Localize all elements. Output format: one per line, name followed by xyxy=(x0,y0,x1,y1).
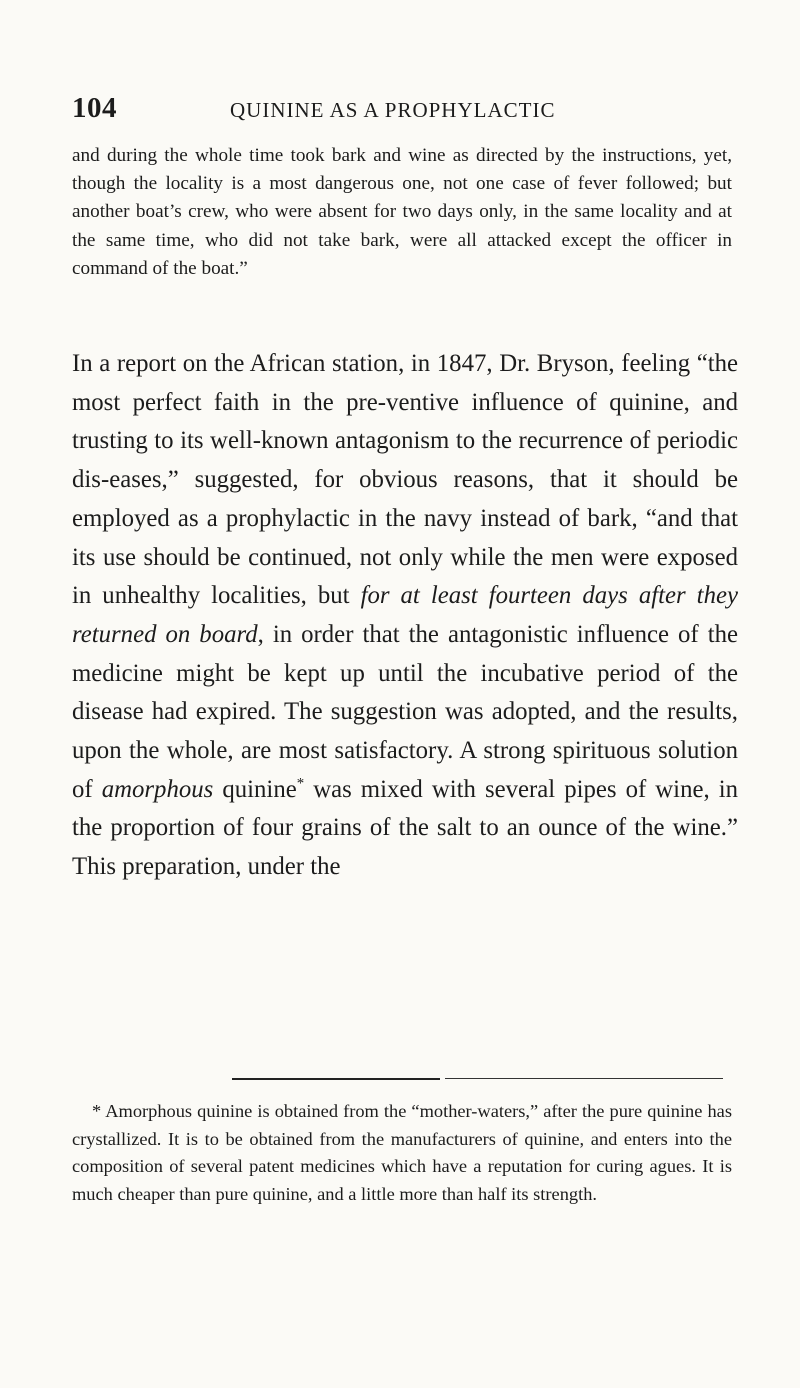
footnote xyxy=(72,1098,732,1208)
running-head: QUININE AS A PROPHYLACTIC xyxy=(230,98,556,122)
continued-paragraph: and during the whole time took bark and wine as directed by the instructions, yet, though the locality is a most dangerous one, not one case of fever followed; but another boat’s crew, who were absent for two days only, in the same locality and at the same time, who did not take bark, were all attacked except the officer in command of the boat.” xyxy=(72,145,732,279)
footnote-mark: * xyxy=(92,1101,102,1121)
page-number: 104 xyxy=(72,92,117,124)
main-paragraph xyxy=(72,345,738,887)
italic-word-amorphous: amorphous xyxy=(101,775,214,803)
footnote-text: Amorphous quinine is obtained from the “mother-waters,” after the pure quinine has crystallized. It is to be obtained from the manufacturers of quinine, and enters into the composition of several patent medicines which have a reputation for curing agues. It is much cheaper than pure quinine, and a little more than half its strength. xyxy=(72,1101,732,1204)
footnote-separator-rule xyxy=(232,1078,440,1080)
main-text-part-4: was mixed with several pipes of wine, in the proportion of four grains of the salt to an ounce of the wine.” This preparation, under the xyxy=(72,775,739,881)
main-text-part-3: quinine xyxy=(213,775,297,803)
footnote-reference: * xyxy=(296,775,305,792)
main-text-part-1: In a report on the African station, in 1847, Dr. Bryson, feeling “the most perfect faith in the pre-ventive influence of quinine, and trusting to its well-known antagonism to the recurrence of periodic dis-eases,” suggested, for obvious reasons, that it should be employed as a prophylactic in the navy instead of bark, “and that its use should be continued, not only while the men were exposed in unhealthy localities, but xyxy=(72,350,738,610)
footnote-separator-rule-thin xyxy=(445,1078,723,1079)
page-header xyxy=(72,92,728,132)
italic-phrase-fourteen-days: for at least fourteen days after they returned on board xyxy=(72,582,738,648)
main-text-part-2: , in order that the antagonistic influence of the medicine might be kept up until the incubative period of the disease had expired. The suggestion was adopted, and the results, upon the whole, are most satisfactory. A strong spirituous solution of xyxy=(72,620,738,803)
